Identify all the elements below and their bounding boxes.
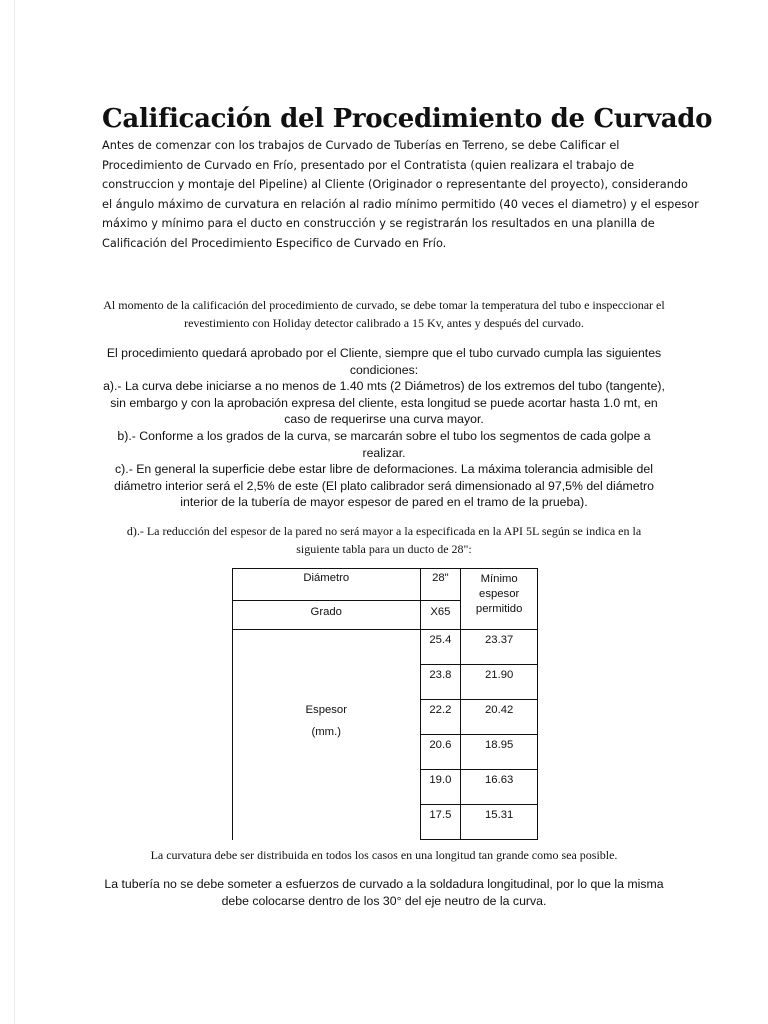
espesor-unit: (mm.)	[311, 726, 341, 738]
conditions-line: caso de requerirse una curva mayor.	[284, 412, 484, 427]
distribution-line: La curvatura debe ser distribuida en todos los casos en una longitud tan grande como sea posible.	[150, 848, 618, 862]
weld-paragraph	[96, 876, 672, 909]
intro-line: el ángulo máximo de curvatura en relación al radio mínimo permitido (40 veces el diametro) y el espesor	[102, 197, 699, 211]
espesor-value-cell: 20.6	[420, 735, 461, 770]
conditions-line: a).- La curva debe iniciarse a no menos de 1.40 mts (2 Diámetros) de los extremos del tubo (tangente),	[103, 379, 665, 394]
espesor-value-cell: 23.8	[420, 665, 461, 700]
conditions-line: sin embargo y con la aprobación expresa del cliente, esta longitud se puede acortar hasta 1.0 mt, en	[110, 395, 658, 410]
minimo-value-cell: 15.31	[461, 805, 538, 840]
espesor-value-cell: 22.2	[420, 700, 461, 735]
minimo-header-line: permitido	[475, 603, 523, 615]
reduction-line: siguiente tabla para un ducto de 28":	[296, 542, 472, 556]
minimo-value-cell: 20.42	[461, 700, 538, 735]
grado-value: X65	[430, 606, 451, 618]
grado-value-cell	[420, 601, 461, 630]
espesor-value-cell: 25.4	[420, 630, 461, 665]
minimo-header-line: Mínimo	[480, 573, 518, 585]
conditions-line: realizar.	[362, 445, 406, 460]
intro-line: máximo y mínimo para el ducto en construcción y se registrarán los resultados en una planilla de	[102, 217, 655, 231]
minimo-value-cell: 18.95	[461, 735, 538, 770]
reduction-line: d).- La reducción del espesor de la pared no será mayor a la especificada en la API 5L según se indica en la	[126, 524, 642, 538]
document-title: Calificación del Procedimiento de Curvado	[102, 104, 713, 134]
conditions-line: El procedimiento quedará aprobado por el Cliente, siempre que el tubo curvado cumpla las siguientes	[106, 346, 662, 360]
grado-label-cell	[233, 601, 421, 630]
intro-line: Calificación del Procedimiento Especifico de Curvado en Frío.	[102, 236, 447, 250]
intro-line: construccion y montaje del Pipeline) al Cliente (Originador o representante del proyecto), considerando	[102, 178, 688, 192]
distribution-paragraph	[96, 846, 672, 864]
minimo-value-cell: 16.63	[461, 770, 538, 805]
espesor-label-cell	[233, 630, 421, 840]
table-row	[233, 630, 538, 665]
minimo-value-cell: 23.37	[461, 630, 538, 665]
conditions-line: b).- Conforme a los grados de la curva, se marcarán sobre el tubo los segmentos de cada golpe a	[117, 428, 651, 443]
thickness-table-container	[232, 568, 540, 821]
grado-label: Grado	[310, 606, 342, 618]
weld-line: debe colocarse dentro de los 30° del eje neutro de la curva.	[221, 893, 547, 908]
conditions-line: interior de la tubería de mayor espesor de pared en el tramo de la prueba).	[180, 495, 588, 510]
espesor-value-cell: 19.0	[420, 770, 461, 805]
minimo-header-line: espesor	[479, 588, 520, 600]
minimo-header-cell	[461, 569, 538, 630]
reduction-paragraph	[96, 522, 672, 558]
thickness-table	[232, 568, 538, 840]
espesor-value-cell: 17.5	[420, 805, 461, 840]
diametro-label-cell: Diámetro	[233, 569, 421, 601]
diametro-value-cell: 28"	[420, 569, 461, 601]
espesor-label: Espesor	[305, 704, 347, 716]
conditions-line: condiciones:	[349, 362, 419, 377]
conditions-line: diámetro interior será el 2,5% de este (El plato calibrador será dimensionado al 97,5% del diámetro	[114, 478, 654, 493]
holiday-paragraph	[96, 296, 672, 332]
page-edge	[14, 0, 15, 1024]
intro-paragraph	[102, 136, 699, 254]
weld-line: La tubería no se debe someter a esfuerzos de curvado a la soldadura longitudinal, por lo que la misma	[104, 877, 664, 891]
conditions-line: c).- En general la superficie debe estar libre de deformaciones. La máxima tolerancia admisible del	[115, 462, 653, 477]
table-row	[233, 569, 538, 601]
intro-line: Procedimiento de Curvado en Frío, presentado por el Contratista (quien realizara el trabajo de	[102, 158, 635, 172]
minimo-value-cell: 21.90	[461, 665, 538, 700]
intro-line: Antes de comenzar con los trabajos de Curvado de Tuberías en Terreno, se debe Calificar el	[102, 139, 620, 152]
holiday-line: revestimiento con Holiday detector calibrado a 15 Kv, antes y después del curvado.	[184, 316, 584, 330]
holiday-line: Al momento de la calificación del procedimiento de curvado, se debe tomar la temperatura del tubo e inspeccionar el	[103, 298, 665, 312]
conditions-paragraph	[96, 345, 672, 511]
